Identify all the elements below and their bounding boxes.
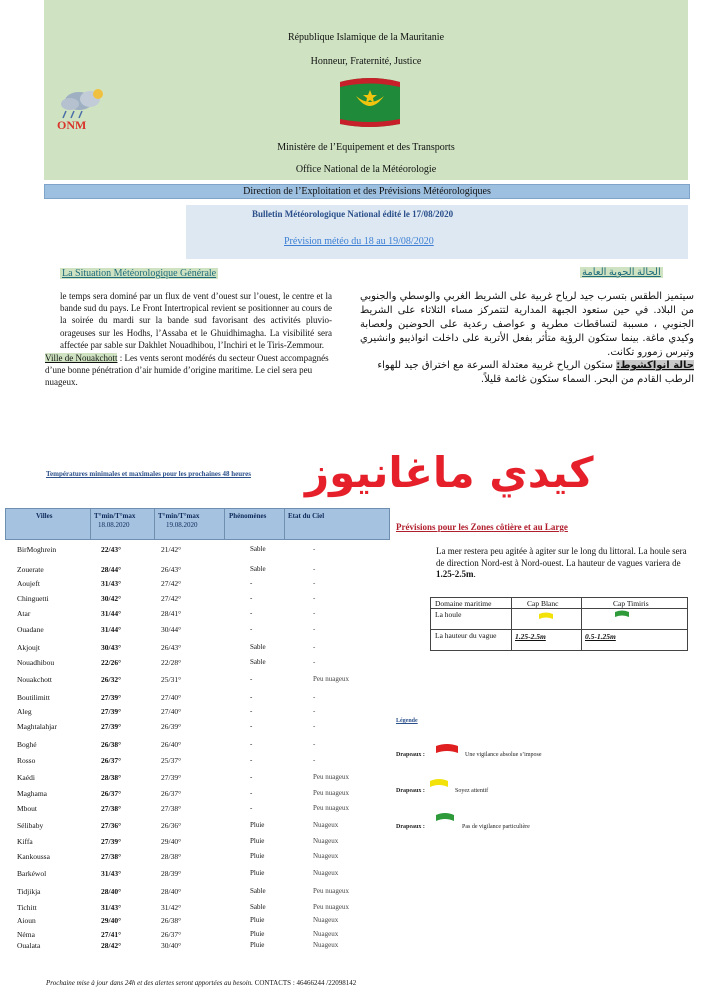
table-row — [5, 707, 405, 721]
footer-note: Prochaine mise à jour dans 24h et des alertes seront apportées au besoin. — [46, 979, 253, 987]
city-cell: Boghé — [17, 740, 37, 749]
nouakchott-forecast-ar — [360, 359, 694, 387]
temp-day1-cell: 30/43° — [101, 643, 122, 652]
sky-state-cell: - — [313, 545, 316, 553]
temp-day2-cell: 28/41° — [161, 609, 182, 618]
green-flag-legend-icon — [436, 812, 454, 821]
mtable-hauteur: La hauteur du vague — [435, 631, 497, 640]
office-title: Office National de la Météorologie — [295, 164, 437, 175]
table-row — [5, 693, 405, 707]
sky-state-cell: - — [313, 625, 316, 633]
temp-day2-cell: 26/40° — [161, 740, 182, 749]
table-row — [5, 545, 405, 559]
onm-logo-text: ONM — [57, 118, 87, 132]
phenomene-cell: Pluie — [250, 837, 265, 845]
temp-day1-cell: 27/39° — [101, 707, 122, 716]
situation-title-fr: La Situation Météorologique Générale — [62, 268, 217, 279]
city-cell: Sélibaby — [17, 821, 44, 830]
header-day2: T°min/T°max — [158, 512, 200, 520]
sky-state-cell: - — [313, 658, 316, 666]
city-cell: Kaédi — [17, 773, 35, 782]
sky-state-cell: - — [313, 594, 316, 602]
nouakchott-forecast-fr — [45, 352, 345, 388]
temp-day2-cell: 25/37° — [161, 756, 182, 765]
watermark-logo: كيدي ماغانيوز — [305, 448, 594, 497]
phenomene-cell: - — [250, 722, 253, 730]
mtable-value-timiris: 0.5-1.25m — [585, 632, 616, 641]
phenomene-cell: Sable — [250, 643, 266, 651]
city-cell: Aioun — [17, 916, 36, 925]
city-cell: Ouadane — [17, 625, 44, 634]
temp-day1-cell: 26/37° — [101, 789, 122, 798]
city-cell: Nouadhibou — [17, 658, 55, 667]
table-row — [5, 756, 405, 770]
sky-state-cell: Peu nuageux — [313, 903, 349, 911]
header-day2-date: 19.08.2020 — [166, 521, 198, 529]
temp-day1-cell: 27/39° — [101, 693, 122, 702]
table-row — [5, 579, 405, 593]
phenomene-cell: - — [250, 579, 253, 587]
zones-wave-height: 1.25-2.5m — [436, 569, 474, 579]
header-day1-date: 18.08.2020 — [98, 521, 130, 529]
city-cell: Nouakchott — [17, 675, 52, 684]
table-row — [5, 941, 405, 955]
legend-red-label: Drapeaux : — [396, 752, 425, 758]
temp-day2-cell: 30/40° — [161, 941, 182, 950]
temp-day2-cell: 26/43° — [161, 565, 182, 574]
table-row — [5, 773, 405, 787]
sky-state-cell: Nuageux — [313, 916, 339, 924]
situation-text-ar: سيتميز الطقس بتسرب جيد لرياح غربية على الشريط الغربي والوسطي والجنوبي من البلاد. في حين ستعود الجبهة المدارية لتتمركز مساء الثلاثاء على الشريط الجنوبي ، مسببة لتساقطات مطرية و عواصف رعدية على الحوضين ولعصابة وكيدي ماغة. بينما ستكون الرؤية متأثر بفعل الأتربة على داخلت انواذيبو وانشيري وتيرس زمورو تكانت. — [360, 291, 694, 358]
phenomene-cell: - — [250, 773, 253, 781]
table-row — [5, 675, 405, 689]
yellow-flag-legend-icon — [430, 778, 448, 787]
city-cell: Tidjikja — [17, 887, 41, 896]
table-row — [5, 916, 405, 930]
temp-day2-cell: 22/28° — [161, 658, 182, 667]
temp-day1-cell: 30/42° — [101, 594, 122, 603]
city-cell: Tichitt — [17, 903, 37, 912]
sky-state-cell: Nuageux — [313, 821, 339, 829]
phenomene-cell: Pluie — [250, 869, 265, 877]
phenomene-cell: Pluie — [250, 852, 265, 860]
city-cell: Akjoujt — [17, 643, 40, 652]
sky-state-cell: Peu nuageux — [313, 789, 349, 797]
legend-yellow-label: Drapeaux : — [396, 788, 425, 794]
city-cell: Boutilimitt — [17, 693, 50, 702]
temp-day2-cell: 26/37° — [161, 930, 182, 939]
table-row — [5, 804, 405, 818]
phenomene-cell: Sable — [250, 545, 266, 553]
sky-state-cell: Peu nuageux — [313, 887, 349, 895]
table-row — [5, 821, 405, 835]
temp-day2-cell: 26/38° — [161, 916, 182, 925]
mtable-domaine: Domaine maritime — [435, 599, 492, 608]
temp-day1-cell: 26/32° — [101, 675, 122, 684]
zones-title: Prévisions pour les Zones côtière et au Large — [396, 522, 568, 532]
phenomene-cell: - — [250, 609, 253, 617]
table-row — [5, 658, 405, 672]
table-row — [5, 565, 405, 579]
phenomene-cell: - — [250, 804, 253, 812]
temp-day1-cell: 27/36° — [101, 821, 122, 830]
phenomene-cell: - — [250, 789, 253, 797]
temp-day2-cell: 31/42° — [161, 903, 182, 912]
temp-day2-cell: 28/40° — [161, 887, 182, 896]
header-phenomenes: Phénomènes — [229, 512, 267, 520]
temp-day1-cell: 28/38° — [101, 773, 122, 782]
city-cell: Maghtalahjar — [17, 722, 57, 731]
table-row — [5, 903, 405, 917]
red-flag-icon — [436, 743, 458, 753]
nouakchott-text-ar: ستكون الرياح غربية معتدلة السرعة مع اختراق جيد للهواء الرطب القادم من البحر. السماء ستكون غائمة قليلاً. — [377, 360, 694, 385]
temp-day2-cell: 26/37° — [161, 789, 182, 798]
zones-text-main: La mer restera peu agitée à agiter sur le long du littoral. La houle sera de direction Nord-est à Nord-ouest. La hauteur de vagues variera de — [436, 546, 687, 568]
sky-state-cell: Peu nuageux — [313, 675, 349, 683]
city-cell: Kiffa — [17, 837, 33, 846]
prevision-period-link[interactable]: Prévision météo du 18 au 19/08/2020 — [284, 236, 434, 247]
sky-state-cell: - — [313, 722, 316, 730]
sky-state-cell: - — [313, 565, 316, 573]
maritime-table — [430, 597, 688, 651]
temp-day1-cell: 31/44° — [101, 625, 122, 634]
temp-day1-cell: 27/39° — [101, 722, 122, 731]
temp-day2-cell: 29/40° — [161, 837, 182, 846]
city-cell: Atar — [17, 609, 31, 618]
phenomene-cell: Sable — [250, 887, 266, 895]
table-row — [5, 740, 405, 754]
temp-day2-cell: 30/44° — [161, 625, 182, 634]
temp-day2-cell: 27/39° — [161, 773, 182, 782]
sky-state-cell: Nuageux — [313, 930, 339, 938]
nouakchott-label-ar: حالة انواكشوط: — [616, 360, 694, 371]
temp-day2-cell: 26/36° — [161, 821, 182, 830]
table-row — [5, 722, 405, 736]
temp-day1-cell: 31/43° — [101, 579, 122, 588]
temp-day2-cell: 25/31° — [161, 675, 182, 684]
mtable-value-blanc: 1.25-2.5m — [515, 632, 546, 641]
temperatures-title: Températures minimales et maximales pour les prochaines 48 heures — [46, 470, 251, 478]
phenomene-cell: Pluie — [250, 916, 265, 924]
legend-green-text: Pas de vigilance particulière — [462, 824, 530, 830]
phenomene-cell: - — [250, 756, 253, 764]
mtable-houle: La houle — [435, 610, 462, 619]
phenomene-cell: - — [250, 625, 253, 633]
header-day1: T°min/T°max — [94, 512, 136, 520]
mauritania-emblem-icon — [334, 72, 406, 130]
republic-title: République Islamique de la Mauritanie — [287, 32, 445, 43]
temp-day2-cell: 26/43° — [161, 643, 182, 652]
yellow-flag-icon — [539, 612, 553, 619]
temp-day1-cell: 27/38° — [101, 852, 122, 861]
temp-day2-cell: 27/42° — [161, 594, 182, 603]
temp-day2-cell: 27/38° — [161, 804, 182, 813]
phenomene-cell: Sable — [250, 565, 266, 573]
temp-day1-cell: 22/43° — [101, 545, 122, 554]
temp-day1-cell: 31/43° — [101, 869, 122, 878]
sky-state-cell: - — [313, 693, 316, 701]
city-cell: Kankoussa — [17, 852, 50, 861]
direction-band: Direction de l’Exploitation et des Prévisions Météorologiques — [44, 184, 690, 199]
phenomene-cell: Pluie — [250, 821, 265, 829]
motto: Honneur, Fraternité, Justice — [310, 56, 422, 67]
city-cell: Néma — [17, 930, 35, 939]
sky-state-cell: Nuageux — [313, 869, 339, 877]
sky-state-cell: Peu nuageux — [313, 804, 349, 812]
temp-day1-cell: 31/44° — [101, 609, 122, 618]
table-row — [5, 643, 405, 657]
table-row — [5, 887, 405, 901]
temp-day1-cell: 27/38° — [101, 804, 122, 813]
temp-day1-cell: 26/38° — [101, 740, 122, 749]
temp-day2-cell: 28/39° — [161, 869, 182, 878]
temp-day1-cell: 28/42° — [101, 941, 122, 950]
temp-day1-cell: 26/37° — [101, 756, 122, 765]
phenomene-cell: Pluie — [250, 941, 265, 949]
sky-state-cell: Nuageux — [313, 837, 339, 845]
temp-day2-cell: 27/42° — [161, 579, 182, 588]
situation-text-fr: le temps sera dominé par un flux de vent d’ouest sur l’ouest, le centre et la bande sud du pays. Le Front Intertropical revient se positionner au cours de la soirée du mardi sur la bande sud favorisant des activités pluvio-orageuses sur les Hodhs, l’Assaba et le Ghuidhimagha. La visibilité sera affectée par sable sur Dakhlet Nouadhibou, l’Inchiri et le Tiris-Zemmour. — [60, 291, 332, 350]
table-row — [5, 625, 405, 639]
zones-text-end: . — [473, 569, 476, 579]
bulletin-edition: Bulletin Météorologique National édité le 17/08/2020 — [252, 209, 454, 219]
city-cell: Aoujeft — [17, 579, 40, 588]
city-cell: Mbout — [17, 804, 38, 813]
phenomene-cell: Pluie — [250, 930, 265, 938]
city-cell: Zouerate — [17, 565, 44, 574]
city-cell: Chinguetti — [17, 594, 49, 603]
legend-title: Légende — [396, 718, 418, 724]
phenomene-cell: - — [250, 693, 253, 701]
sky-state-cell: Peu nuageux — [313, 773, 349, 781]
phenomene-cell: - — [250, 594, 253, 602]
legend-red-text: Une vigilance absolue s’impose — [465, 752, 542, 758]
phenomene-cell: - — [250, 707, 253, 715]
temp-day1-cell: 22/26° — [101, 658, 122, 667]
sky-state-cell: - — [313, 609, 316, 617]
temp-day2-cell: 28/38° — [161, 852, 182, 861]
temperature-table-header — [5, 508, 390, 540]
ministry-title: Ministère de l’Equipement et des Transports — [277, 142, 455, 153]
sky-state-cell: - — [313, 643, 316, 651]
city-cell: Aleg — [17, 707, 32, 716]
mtable-cap-blanc: Cap Blanc — [527, 599, 559, 608]
temp-day2-cell: 27/40° — [161, 707, 182, 716]
sky-state-cell: - — [313, 579, 316, 587]
mtable-cap-timiris: Cap Timiris — [613, 599, 649, 608]
footer-contacts: CONTACTS : 46466244 /22098142 — [252, 979, 357, 987]
temp-day2-cell: 21/42° — [161, 545, 182, 554]
city-cell: Maghama — [17, 789, 47, 798]
legend-yellow-text: Soyez attentif — [455, 788, 489, 794]
phenomene-cell: - — [250, 740, 253, 748]
sky-state-cell: - — [313, 707, 316, 715]
header-villes: Villes — [36, 512, 53, 520]
sky-state-cell: - — [313, 740, 316, 748]
table-row — [5, 869, 405, 883]
phenomene-cell: Sable — [250, 658, 266, 666]
sky-state-cell: - — [313, 756, 316, 764]
green-flag-icon — [615, 610, 629, 617]
temp-day1-cell: 29/40° — [101, 916, 122, 925]
temp-day1-cell: 31/43° — [101, 903, 122, 912]
sky-state-cell: Nuageux — [313, 852, 339, 860]
phenomene-cell: - — [250, 675, 253, 683]
phenomene-cell: Sable — [250, 903, 266, 911]
nouakchott-label: Ville de Nouakchott — [45, 353, 118, 363]
zones-text — [436, 546, 691, 581]
temp-day1-cell: 28/44° — [101, 565, 122, 574]
header-etat-ciel: Etat du Ciel — [288, 512, 325, 520]
temp-day1-cell: 27/39° — [101, 837, 122, 846]
temp-day2-cell: 26/39° — [161, 722, 182, 731]
table-row — [5, 837, 405, 851]
nouakchott-text: : Les vents seront modérés du secteur Ouest accompagnés d’une bonne pénétration d’air humide d’origine maritime. Le ciel sera peu nuageux. — [45, 353, 329, 387]
sky-state-cell: Nuageux — [313, 941, 339, 949]
situation-title-ar: الحالة الجوية العامة — [582, 267, 661, 278]
temp-day1-cell: 27/41° — [101, 930, 122, 939]
city-cell: Oualata — [17, 941, 41, 950]
table-row — [5, 609, 405, 623]
table-row — [5, 852, 405, 866]
temp-day2-cell: 27/40° — [161, 693, 182, 702]
footer — [46, 979, 356, 987]
legend-green-label: Drapeaux : — [396, 824, 425, 830]
city-cell: BirMoghrein — [17, 545, 57, 554]
city-cell: Rosso — [17, 756, 36, 765]
city-cell: Barkéwol — [17, 869, 47, 878]
table-row — [5, 594, 405, 608]
table-row — [5, 789, 405, 803]
temp-day1-cell: 28/40° — [101, 887, 122, 896]
